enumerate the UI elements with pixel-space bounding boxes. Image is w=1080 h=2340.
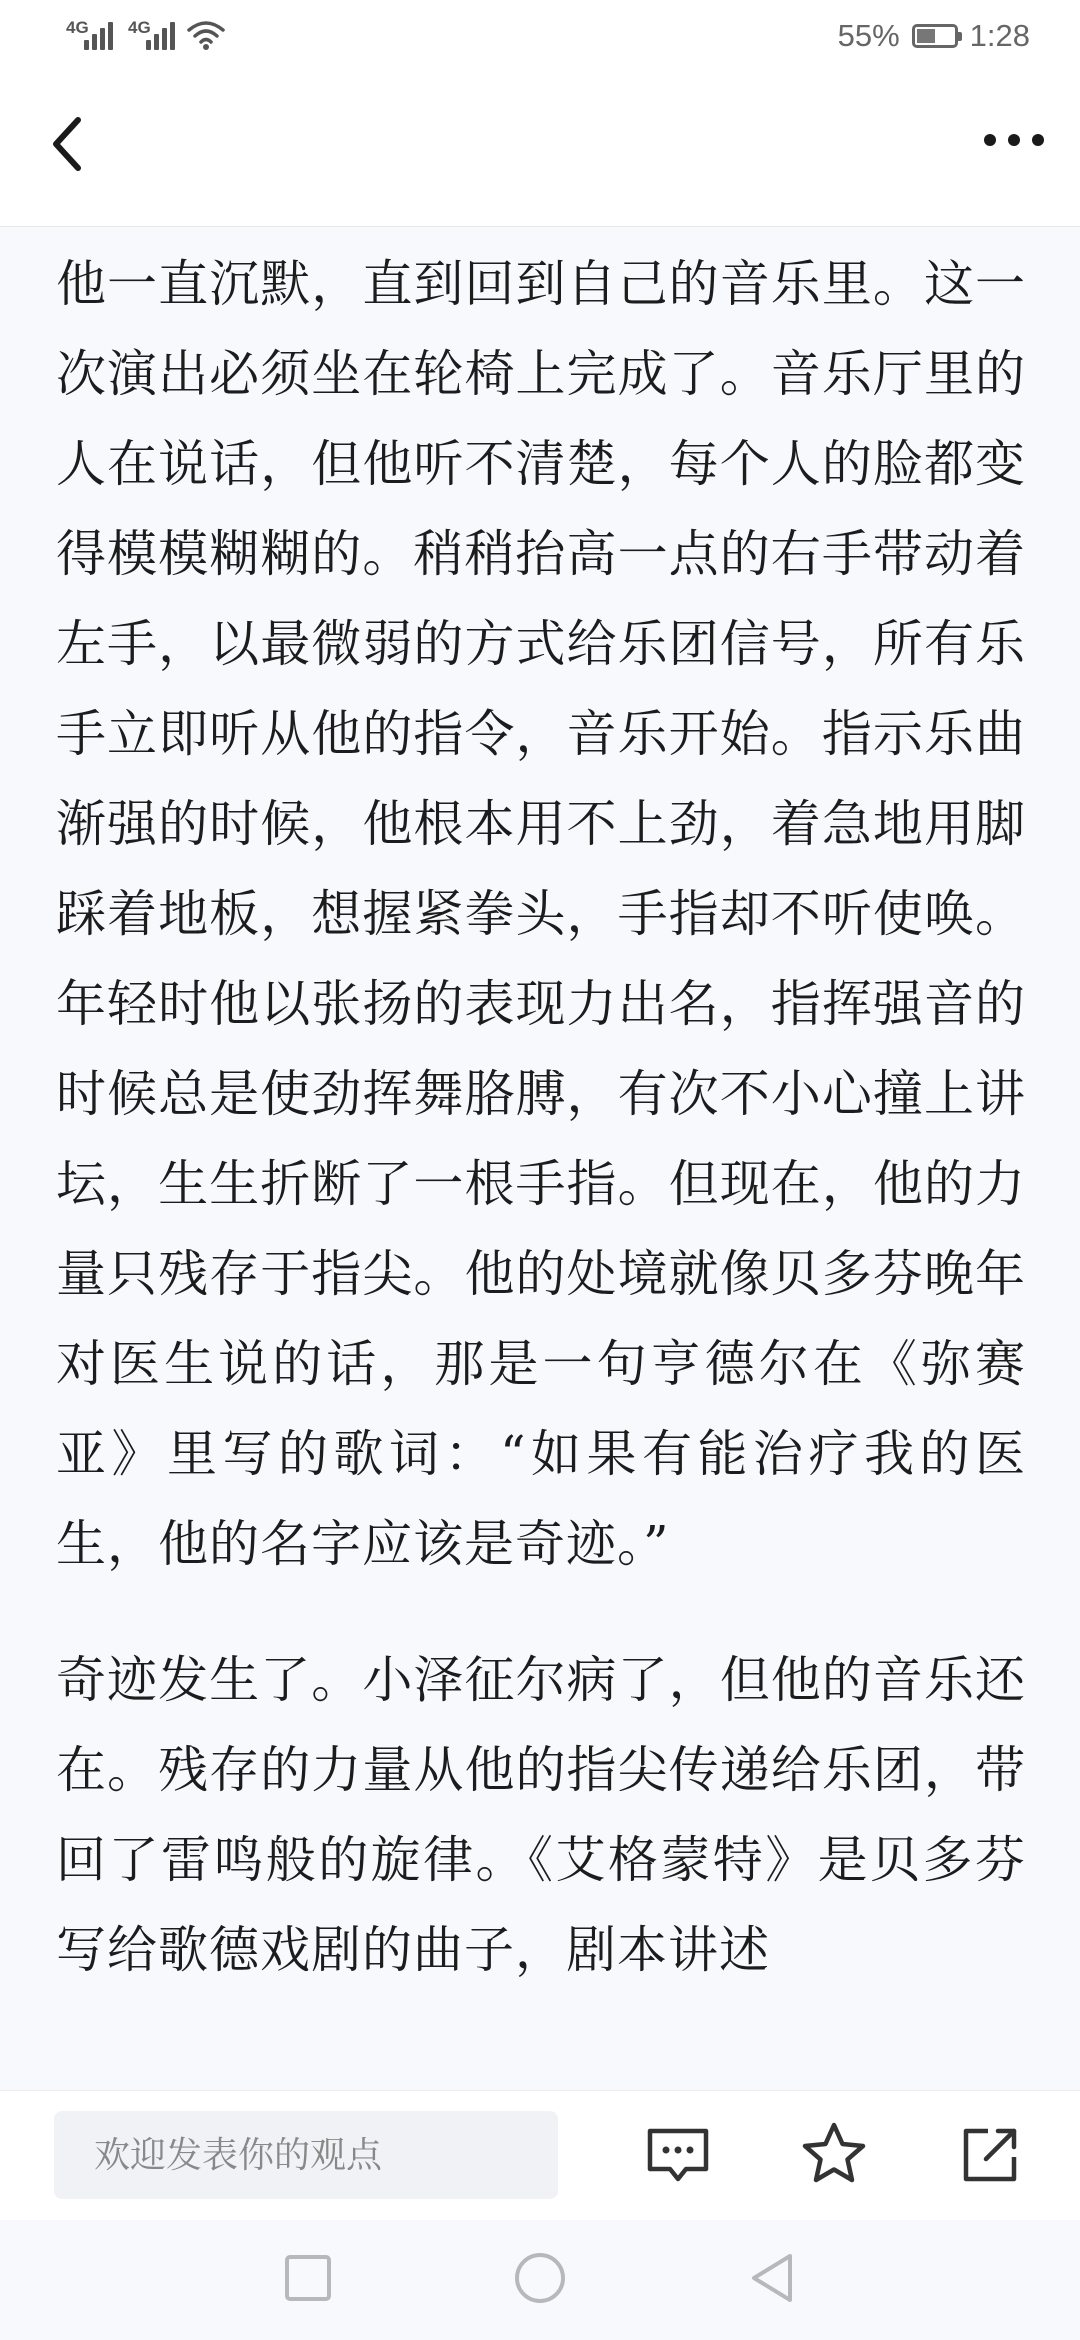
triangle-back-icon bbox=[742, 2248, 802, 2308]
sim1-network-type: 4G bbox=[66, 18, 89, 37]
square-icon bbox=[278, 2248, 338, 2308]
recents-button[interactable] bbox=[278, 2248, 338, 2308]
battery-level-fill bbox=[917, 29, 935, 43]
more-horizontal-icon bbox=[948, 112, 1058, 192]
signal-strength-sim1-icon bbox=[66, 18, 118, 52]
star-icon bbox=[796, 2117, 872, 2193]
battery-percent: 55% bbox=[837, 18, 900, 53]
top-nav-bar bbox=[0, 72, 1080, 227]
comments-button[interactable] bbox=[640, 2117, 716, 2193]
article-body[interactable] bbox=[0, 227, 1080, 2090]
status-bar bbox=[0, 0, 1080, 72]
more-options-button[interactable] bbox=[948, 112, 1058, 192]
comment-input[interactable]: 欢迎发表你的观点 bbox=[54, 2111, 558, 2199]
clock-time: 1:28 bbox=[969, 18, 1030, 53]
battery-icon bbox=[912, 24, 958, 48]
article-paragraph-1: 他一直沉默，直到回到自己的音乐里。这一次演出必须坐在轮椅上完成了。音乐厅里的人在说话，但他听不清楚，每个人的脸都变得模模糊糊的。稍稍抬高一点的右手带动着左手，以最微弱的方式给乐团信号，所有乐手立即听从他的指令，音乐开始。指示乐曲渐强的时候，他根本用不上劲，着急地用脚踩着地板，想握紧拳头，手指却不听使唤。年轻时他以张扬的表现力出名，指挥强音的时候总是使劲挥舞胳膊，有次不小心撞上讲坛，生生折断了一根手指。但现在，他的力量只残存于指尖。他的处境就像贝多芬晚年对医生说的话，那是一句亨德尔在《弥赛亚》里写的歌词：“如果有能治疗我的医生，他的名字应该是奇迹。” bbox=[56, 255, 1026, 1573]
system-back-button[interactable] bbox=[742, 2248, 802, 2308]
bottom-action-bar bbox=[0, 2090, 1080, 2221]
home-button[interactable] bbox=[510, 2248, 570, 2308]
back-button[interactable] bbox=[44, 110, 124, 190]
comment-icon bbox=[640, 2117, 716, 2193]
sim2-network-type: 4G bbox=[128, 18, 151, 37]
chevron-left-icon bbox=[44, 110, 124, 190]
article-paragraph-2: 奇迹发生了。小泽征尔病了，但他的音乐还在。残存的力量从他的指尖传递给乐团，带回了雷鸣般的旋律。《艾格蒙特》是贝多芬写给歌德戏剧的曲子，剧本讲述 bbox=[56, 1651, 1026, 1979]
circle-icon bbox=[510, 2248, 570, 2308]
favorite-button[interactable] bbox=[796, 2117, 872, 2193]
status-right-group bbox=[838, 16, 1030, 56]
signal-strength-sim2-icon bbox=[128, 18, 180, 52]
share-icon bbox=[952, 2117, 1028, 2193]
wifi-icon bbox=[186, 18, 226, 52]
share-button[interactable] bbox=[952, 2117, 1028, 2193]
system-navigation-bar bbox=[0, 2220, 1080, 2340]
